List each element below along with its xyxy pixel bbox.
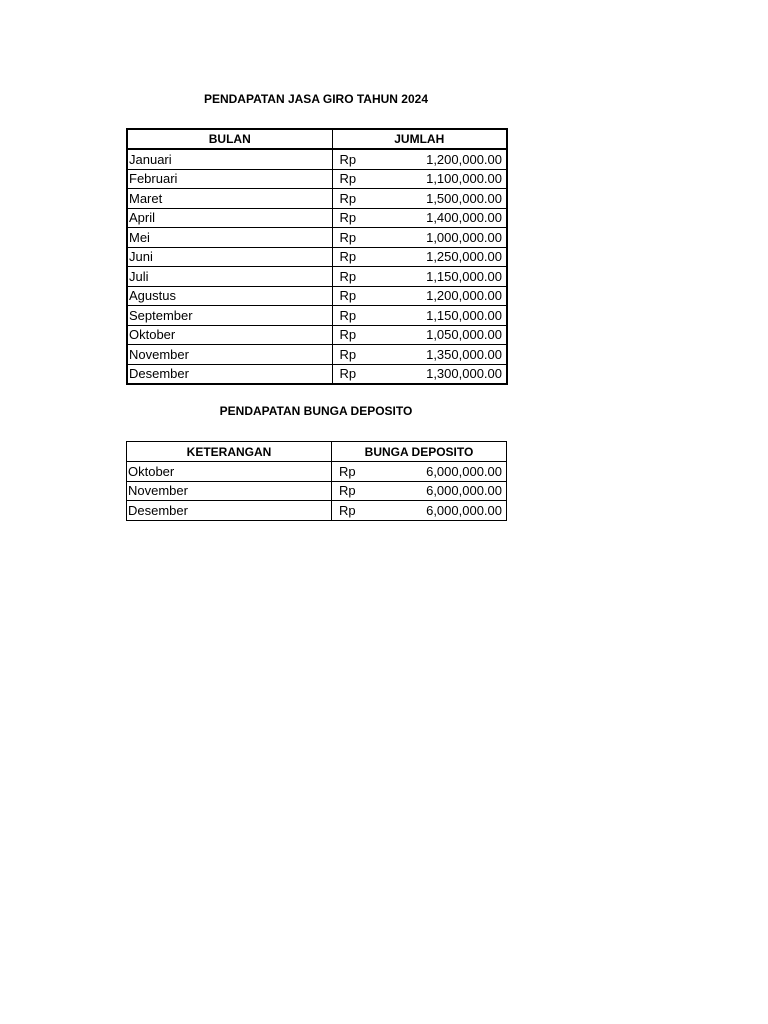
table-row <box>127 345 507 365</box>
month-cell: Januari <box>127 149 332 169</box>
table-row <box>127 462 507 482</box>
deposito-table <box>126 441 507 521</box>
deposito-title: PENDAPATAN BUNGA DEPOSITO <box>219 404 413 418</box>
amount-cell: 1,150,000.00 <box>362 306 507 326</box>
month-cell: Maret <box>127 189 332 209</box>
giro-body <box>127 149 507 384</box>
description-header: KETERANGAN <box>127 442 332 462</box>
giro-header-row <box>127 129 507 149</box>
month-cell: Mei <box>127 228 332 248</box>
amount-cell: 1,200,000.00 <box>362 149 507 169</box>
month-cell: April <box>127 208 332 228</box>
month-cell: Oktober <box>127 462 332 482</box>
amount-cell: 1,150,000.00 <box>362 267 507 287</box>
month-cell: Agustus <box>127 286 332 306</box>
currency-cell: Rp <box>332 247 362 267</box>
amount-cell: 1,500,000.00 <box>362 189 507 209</box>
currency-cell: Rp <box>332 228 362 248</box>
table-row <box>127 267 507 287</box>
currency-cell: Rp <box>332 501 362 521</box>
table-row <box>127 228 507 248</box>
month-cell: Oktober <box>127 325 332 345</box>
amount-cell: 6,000,000.00 <box>362 501 507 521</box>
month-cell: November <box>127 345 332 365</box>
currency-cell: Rp <box>332 286 362 306</box>
currency-cell: Rp <box>332 481 362 501</box>
amount-cell: 1,350,000.00 <box>362 345 507 365</box>
giro-title: PENDAPATAN JASA GIRO TAHUN 2024 <box>203 92 429 106</box>
amount-cell: 1,400,000.00 <box>362 208 507 228</box>
table-row <box>127 364 507 384</box>
amount-cell: 1,050,000.00 <box>362 325 507 345</box>
currency-cell: Rp <box>332 149 362 169</box>
table-row <box>127 501 507 521</box>
amount-cell: 1,300,000.00 <box>362 364 507 384</box>
deposito-header-row <box>127 442 507 462</box>
currency-cell: Rp <box>332 208 362 228</box>
table-row <box>127 325 507 345</box>
month-cell: Juni <box>127 247 332 267</box>
amount-cell: 6,000,000.00 <box>362 462 507 482</box>
deposito-body <box>127 462 507 521</box>
currency-cell: Rp <box>332 462 362 482</box>
table-row <box>127 247 507 267</box>
currency-cell: Rp <box>332 364 362 384</box>
month-cell: Juli <box>127 267 332 287</box>
month-cell: Desember <box>127 364 332 384</box>
month-cell: September <box>127 306 332 326</box>
currency-cell: Rp <box>332 306 362 326</box>
currency-cell: Rp <box>332 189 362 209</box>
table-row <box>127 208 507 228</box>
amount-cell: 1,000,000.00 <box>362 228 507 248</box>
giro-table <box>126 128 508 385</box>
table-row <box>127 306 507 326</box>
amount-cell: 1,100,000.00 <box>362 169 507 189</box>
table-row <box>127 286 507 306</box>
month-header: BULAN <box>127 129 332 149</box>
currency-cell: Rp <box>332 267 362 287</box>
table-row <box>127 189 507 209</box>
amount-cell: 1,250,000.00 <box>362 247 507 267</box>
amount-header: JUMLAH <box>332 129 507 149</box>
currency-cell: Rp <box>332 325 362 345</box>
currency-cell: Rp <box>332 345 362 365</box>
table-row <box>127 149 507 169</box>
amount-cell: 6,000,000.00 <box>362 481 507 501</box>
month-cell: Februari <box>127 169 332 189</box>
month-cell: Desember <box>127 501 332 521</box>
table-row <box>127 481 507 501</box>
amount-cell: 1,200,000.00 <box>362 286 507 306</box>
table-row <box>127 169 507 189</box>
month-cell: November <box>127 481 332 501</box>
currency-cell: Rp <box>332 169 362 189</box>
interest-header: BUNGA DEPOSITO <box>332 442 507 462</box>
